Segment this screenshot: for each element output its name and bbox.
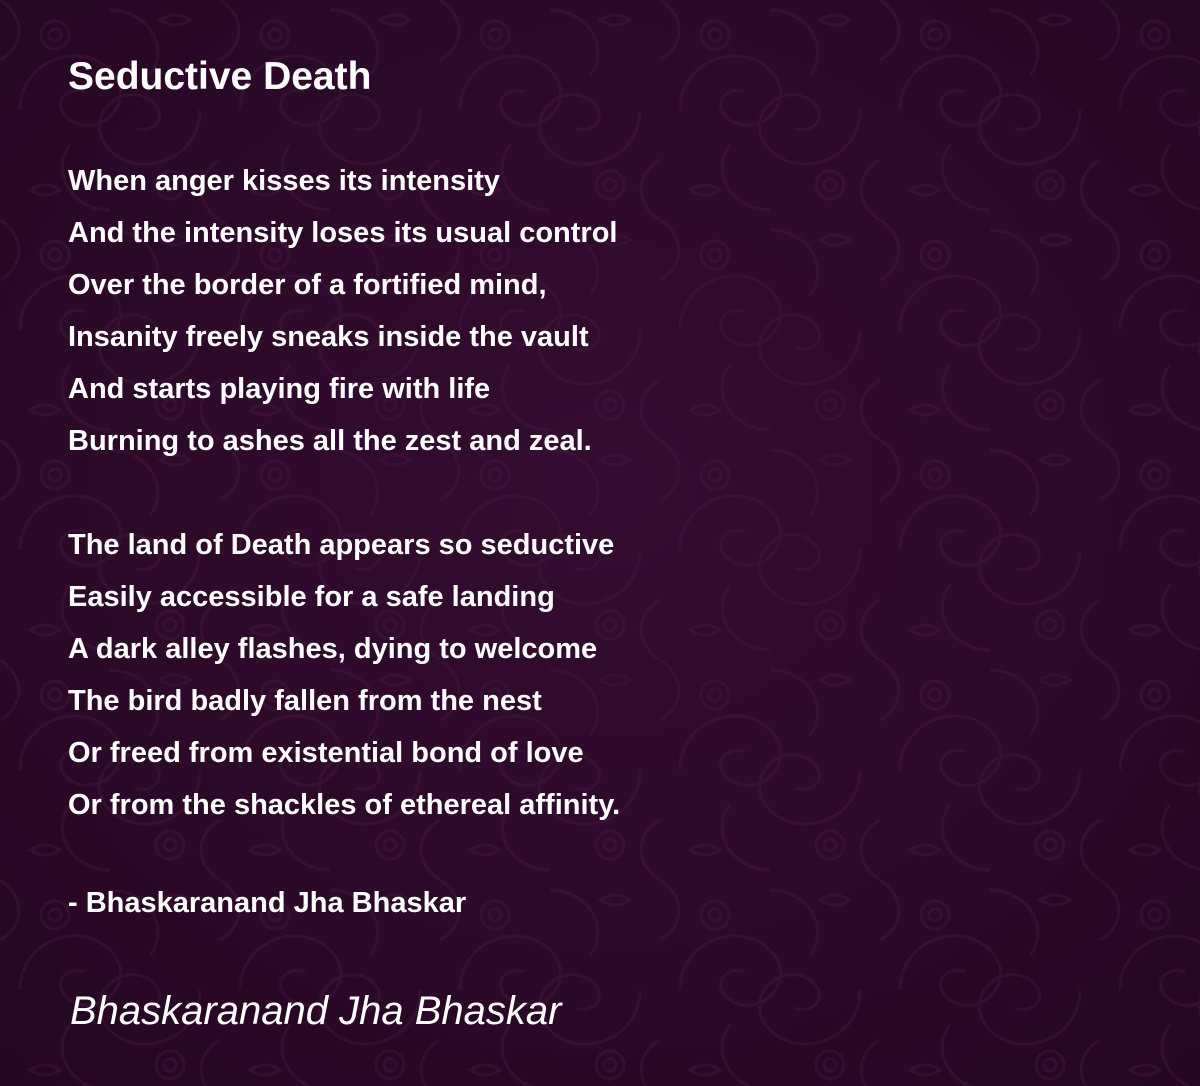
poem-line: The land of Death appears so seductive — [68, 529, 615, 561]
poem-line: And starts playing fire with life — [68, 373, 491, 405]
stanza-2 — [68, 519, 620, 831]
poem-line: When anger kisses its intensity — [68, 165, 500, 197]
stanza-1 — [68, 155, 617, 467]
poem-line: Or freed from existential bond of love — [68, 737, 584, 769]
poem-byline: - Bhaskaranand Jha Bhaskar — [68, 887, 467, 919]
author-signature: Bhaskaranand Jha Bhaskar — [70, 989, 562, 1033]
poem-line: And the intensity loses its usual control — [68, 217, 618, 249]
poem-line: Or from the shackles of ethereal affinity. — [68, 789, 621, 821]
poem-line: The bird badly fallen from the nest — [68, 685, 542, 717]
poem-line: Burning to ashes all the zest and zeal. — [68, 425, 592, 457]
poem-line: A dark alley flashes, dying to welcome — [68, 633, 598, 665]
poem-line: Over the border of a fortified mind, — [68, 269, 547, 301]
poem-line: Insanity freely sneaks inside the vault — [68, 321, 589, 353]
poem-title: Seductive Death — [68, 55, 372, 98]
poem-line: Easily accessible for a safe landing — [68, 581, 555, 613]
